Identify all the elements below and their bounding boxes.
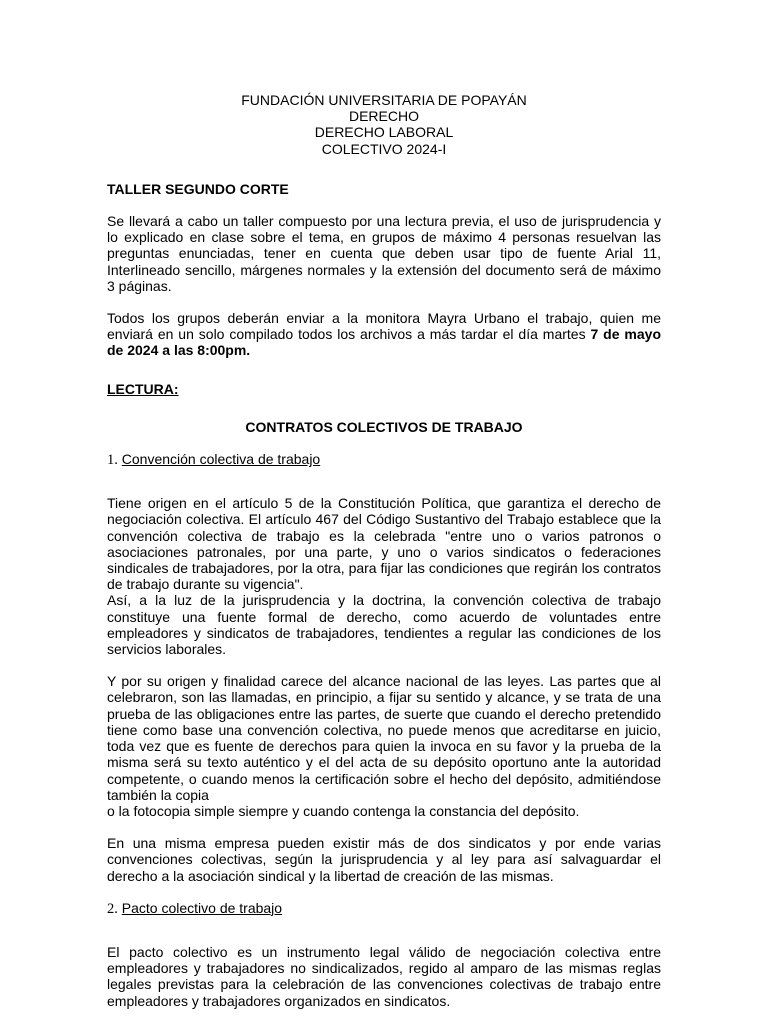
assignment-instructions: Se llevará a cabo un taller compuesto por una lectura previa, el uso de jurisprudencia y lo explicado en clase sobre el tema, en grupos de máximo 4 personas resuelvan las preguntas enunciadas, tener en cuenta que deben usar tipo de fuente Arial 11, Interlineado sencillo, márgenes normales y la extensión del documento será de máximo 3 páginas. [107, 213, 661, 294]
course-name: DERECHO LABORAL [314, 124, 454, 141]
section-2-number: 2. [107, 900, 118, 917]
section-1-title: Convención colectiva de trabajo [121, 451, 321, 468]
submission-deadline: 7 de mayo de 2024 a las 8:00pm. [107, 326, 661, 359]
section-2-title: Pacto colectivo de trabajo [121, 899, 283, 916]
section-1-paragraph-3: Y por su origen y finalidad carece del alcance nacional de las leyes. Las partes que al celebraron, son las llamadas, en principio, a fijar su sentido y alcance, y se trata de una prueba de las obligaciones entre las partes, de suerte que cuando el derecho pretendido tiene como base una convención colectiva, no puede menos que acreditarse en juicio, toda vez que es fuente de derechos para quien la invoca en su favor y la prueba de la misma será su texto auténtico y el del acta de su depósito oportuno ante la autoridad competente, o cuando menos la certificación sobre el hecho del depósito, admitiéndose también la copia [107, 673, 661, 803]
term-name: COLECTIVO 2024-I [321, 140, 447, 157]
section-1-paragraph-1: Tiene origen en el artículo 5 de la Constitución Política, que garantiza el derecho de negociación colectiva. El artículo 467 del Código Sustantivo del Trabajo establece que la convención colectiva de trabajo es la celebrada "entre uno o varios patronos o asociaciones patronales, por una parte, y uno o varios sindicatos o federaciones sindicales de trabajadores, por la otra, para fijar las condiciones que regirán los contratos de trabajo durante su vigencia". [107, 495, 661, 593]
submission-text: Todos los grupos deberán enviar a la monitora Mayra Urbano el trabajo, quien me enviará en un solo compilado todos los archivos a más tardar el día martes [107, 310, 661, 343]
section-1-paragraph-3-continued: o la fotocopia simple siempre y cuando contenga la constancia del depósito. [107, 802, 580, 819]
section-2-paragraph-1: El pacto colectivo es un instrumento legal válido de negociación colectiva entre empleadores y trabajadores no sindicalizados, regido al amparo de las mismas reglas legales previstas para la celebración de las convenciones colectivas de trabajo entre empleadores y trabajadores organizados en sindicatos. [107, 943, 661, 1009]
section-1-number: 1. [107, 452, 118, 469]
section-2-heading [107, 900, 661, 917]
assignment-title: TALLER SEGUNDO CORTE [107, 180, 289, 197]
submission-paragraph [107, 310, 661, 359]
section-1-paragraph-4: En una misma empresa pueden existir más de dos sindicatos y por ende varias convenciones colectivas, según la jurisprudencia y al ley para así salvaguardar el derecho a la asociación sindical y la libertad de creación de las mismas. [107, 835, 661, 884]
reading-title: CONTRATOS COLECTIVOS DE TRABAJO [245, 418, 523, 435]
section-1-paragraph-2: Así, a la luz de la jurisprudencia y la doctrina, la convención colectiva de trabajo constituye una fuente formal de derecho, como acuerdo de voluntades entre empleadores y sindicatos de trabajadores, tendientes a regular las condiciones de los servicios laborales. [107, 592, 661, 658]
institution-name: FUNDACIÓN UNIVERSITARIA DE POPAYÁN [241, 92, 527, 108]
document-content [107, 92, 661, 1009]
section-1-heading [107, 451, 661, 468]
reading-label: LECTURA: [107, 380, 179, 397]
program-name: DERECHO [348, 108, 419, 125]
